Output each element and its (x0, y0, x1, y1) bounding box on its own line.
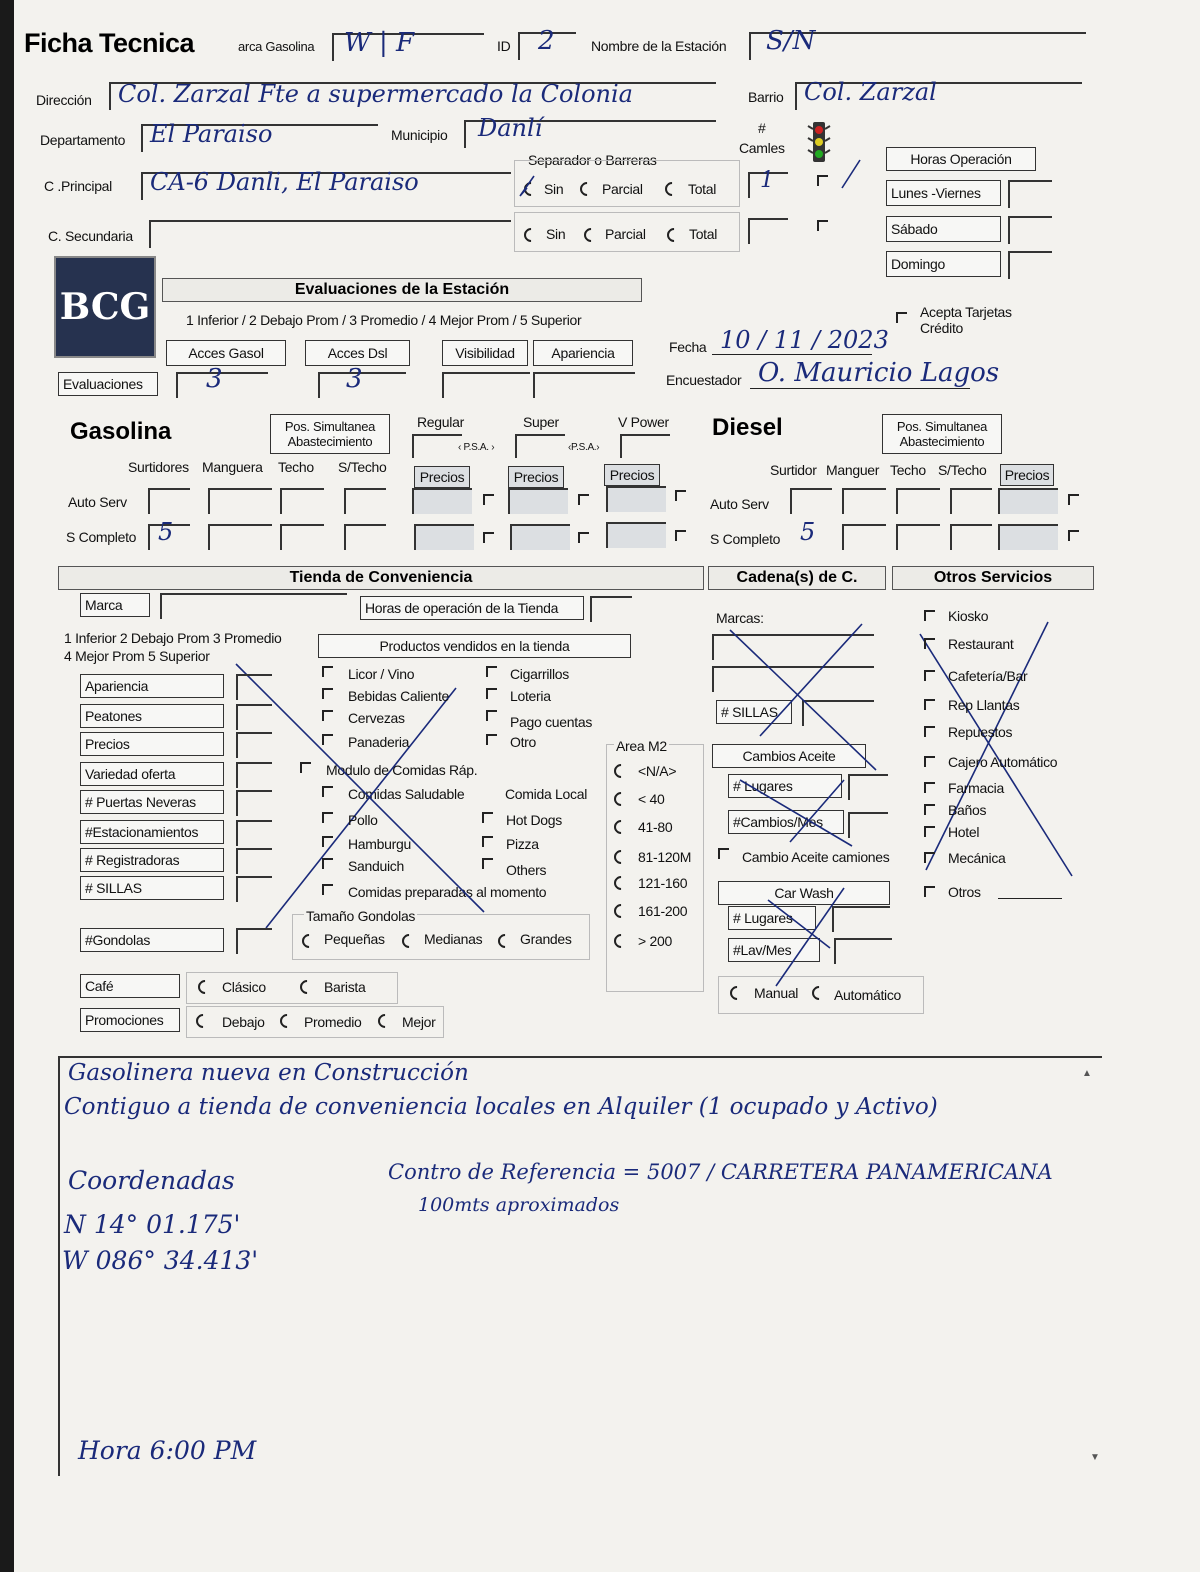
domingo-label: Domingo (886, 251, 1001, 277)
notes-top-border (58, 1056, 1102, 1058)
otros-label-ba-os: Baños (948, 802, 987, 818)
food-label-pizza: Pizza (506, 836, 539, 852)
promo-debajo-label: Debajo (222, 1014, 265, 1030)
tienda-row-label-precios: Precios (80, 732, 224, 756)
gas-sc-techo[interactable] (280, 524, 324, 550)
otros-checkbox-farmacia[interactable] (924, 782, 935, 793)
barrio-label: Barrio (748, 89, 784, 105)
tienda-row-field-estacionamientos[interactable] (236, 820, 272, 846)
tienda-header: Tienda de Conveniencia (58, 566, 704, 590)
fecha-value[interactable]: 10 / 11 / 2023 (720, 326, 889, 354)
tienda-row-field-peatones[interactable] (236, 704, 272, 730)
cw-manual-label: Manual (754, 985, 799, 1001)
psa-label-2: ‹P.S.A.› (568, 442, 600, 453)
techo-header: Techo (278, 459, 314, 475)
cadena-sillas-field[interactable] (802, 700, 874, 726)
evaluaciones-scale: 1 Inferior / 2 Debajo Prom / 3 Promedio / 4 Mejor Prom / 5 Superior (186, 312, 582, 328)
gas-auto-manguera[interactable] (208, 488, 272, 514)
tienda-scale-2: 4 Mejor Prom 5 Superior (64, 648, 210, 664)
notes-referencia-2: 100mts aproximados (418, 1194, 620, 1216)
direccion-value: Col. Zarzal Fte a supermercado la Colonia (118, 80, 633, 108)
camiles-field-2[interactable] (748, 218, 788, 244)
notes-scroll-up-icon[interactable]: ▲ (1082, 1068, 1092, 1079)
producto-label-loteria: Loteria (510, 688, 551, 704)
id-label: ID (497, 38, 511, 54)
nombre-estacion-label: Nombre de la Estación (591, 38, 727, 54)
id-value: 2 (538, 26, 555, 56)
diesel-precios-header: Precios (1000, 464, 1054, 486)
diesel-title: Diesel (712, 414, 783, 441)
diesel-auto-cb[interactable] (1068, 494, 1079, 505)
promociones-label: Promociones (80, 1008, 180, 1032)
gas-auto-precio-vpower[interactable] (606, 486, 666, 512)
tienda-row-field-precios[interactable] (236, 732, 272, 758)
tienda-row-label-peatones: Peatones (80, 704, 224, 728)
car-wash-header: Car Wash (718, 881, 890, 905)
gas-sc-cb-vpower[interactable] (675, 530, 686, 541)
cadena-marcas-field-1[interactable] (712, 634, 874, 660)
tienda-row-label-registradoras: # Registradoras (80, 848, 224, 872)
tienda-row-label-variedad-oferta: Variedad oferta (80, 762, 224, 786)
tamano-gondolas-label: Tamaño Gondolas (306, 908, 416, 924)
comidas-saludable-checkbox[interactable] (322, 786, 333, 797)
producto-label-cervezas: Cervezas (348, 710, 405, 726)
area-label-200: > 200 (638, 933, 672, 949)
camiles-label: Camles (739, 140, 785, 156)
camiles-hash: # (758, 120, 766, 136)
otros-label-farmacia: Farmacia (948, 780, 1004, 796)
traffic-light-icon (808, 122, 830, 166)
separador1-sin-label: Sin (544, 181, 564, 197)
notes-referencia: Contro de Referencia = 5007 / CARRETERA PANAMERICANA (388, 1160, 1053, 1184)
diesel-auto-serv-label: Auto Serv (710, 496, 769, 512)
ca-cambios-mes-label: #Cambios/Mes (728, 810, 844, 834)
cadena-header: Cadena(s) de C. (708, 566, 886, 590)
cw-lav-mes-field[interactable] (834, 938, 892, 964)
area-label-81-120m: 81-120M (638, 849, 692, 865)
lunes-viernes-field[interactable] (1008, 180, 1052, 208)
tienda-marca-label: Marca (80, 593, 150, 617)
fecha-underline (712, 354, 872, 355)
page-edge-shadow (0, 0, 14, 1572)
separador1-parcial-label: Parcial (602, 181, 643, 197)
otros-label-repuestos: Repuestos (948, 724, 1013, 740)
barrio-value: Col. Zarzal (804, 78, 937, 106)
tienda-row-label-gondolas: #Gondolas (80, 928, 224, 952)
gas-auto-cb-vpower[interactable] (675, 490, 686, 501)
diesel-auto-precio[interactable] (998, 488, 1058, 514)
diesel-sc-cb[interactable] (1068, 530, 1079, 541)
otros-checkbox-cafeter-a-bar[interactable] (924, 670, 935, 681)
tienda-scale-1: 1 Inferior 2 Debajo Prom 3 Promedio (64, 630, 282, 646)
comidas-preparadas-label: Comidas preparadas al momento (348, 884, 547, 900)
tienda-horas-field[interactable] (590, 596, 632, 622)
super-label: Super (523, 414, 559, 430)
marca-gasolina-label: arca Gasolina (238, 39, 315, 54)
comidas-preparadas-checkbox[interactable] (322, 884, 333, 895)
sabado-label: Sábado (886, 216, 1001, 242)
municipio-value: Danlí (478, 114, 543, 142)
evaluaciones-header: Evaluaciones de la Estación (162, 278, 642, 302)
gas-sc-precio-super[interactable] (510, 524, 570, 550)
tienda-row-label-estacionamientos: #Estacionamientos (80, 820, 224, 844)
acces-gasol-value: 3 (206, 364, 223, 394)
gas-auto-precio-super[interactable] (508, 488, 568, 514)
area-label-n-a: <N/A> (638, 763, 677, 779)
ca-lugares-label: # Lugares (728, 774, 842, 798)
comidas-saludable-label: Comidas Saludable (348, 786, 465, 802)
diesel-sc-techo[interactable] (896, 524, 940, 550)
gas-sc-manguera[interactable] (208, 524, 272, 550)
separador2-sin-label: Sin (546, 226, 566, 242)
encuestador-underline (750, 388, 970, 389)
otros-servicios-header: Otros Servicios (892, 566, 1094, 590)
cprincipal-label: C .Principal (44, 178, 112, 194)
cadena-sillas-label: # SILLAS (716, 700, 792, 724)
notes-coord-n: N 14° 01.175' (64, 1210, 241, 1239)
area-label-161-200: 161-200 (638, 903, 688, 919)
tienda-row-field-gondolas[interactable] (236, 928, 272, 954)
regular-field[interactable] (412, 434, 462, 458)
separador-label: Separador o Barreras (528, 152, 657, 168)
otros-label-mec-nica: Mecánica (948, 850, 1006, 866)
super-field[interactable] (515, 434, 565, 458)
promo-promedio-label: Promedio (304, 1014, 362, 1030)
acepta-tarjetas-checkbox[interactable] (896, 312, 907, 323)
camiles-checkbox-2[interactable] (817, 220, 828, 231)
producto-checkbox-licor-vino[interactable] (322, 666, 333, 677)
diesel-auto-stecho[interactable] (950, 488, 992, 514)
producto-checkbox-pago-cuentas[interactable] (486, 710, 497, 721)
diesel-auto-techo[interactable] (896, 488, 940, 514)
diesel-auto-manguer[interactable] (842, 488, 886, 514)
notes-line-1: Gasolinera nueva en Construcción (68, 1060, 469, 1086)
tienda-row-field-registradoras[interactable] (236, 848, 272, 874)
checkmark-camiles (842, 160, 860, 188)
gasolina-title: Gasolina (70, 418, 172, 445)
lunes-viernes-label: Lunes -Viernes (886, 180, 1001, 206)
food-label-sanduich: Sanduich (348, 858, 404, 874)
tamano-label-medianas: Medianas (424, 931, 483, 947)
otros-checkbox-cajero-autom-tico[interactable] (924, 756, 935, 767)
separador2-total-label: Total (689, 226, 718, 242)
horas-operacion-header: Horas Operación (886, 147, 1036, 171)
tamano-label-grandes: Grandes (520, 931, 572, 947)
gas-auto-precio-regular[interactable] (412, 488, 472, 514)
otros-label-kiosko: Kiosko (948, 608, 989, 624)
tienda-row-label-puertas-neveras: # Puertas Neveras (80, 790, 224, 814)
surtidores-header: Surtidores (128, 459, 189, 475)
manguera-header: Manguera (202, 459, 263, 475)
productos-header: Productos vendidos en la tienda (318, 634, 631, 658)
gas-s-completo-label: S Completo (66, 529, 137, 545)
area-m2-group (606, 744, 704, 992)
acces-dsl-header: Acces Dsl (305, 340, 410, 366)
visibilidad-field[interactable] (442, 372, 530, 398)
notes-hora: Hora 6:00 PM (78, 1436, 257, 1465)
otros-checkbox-kiosko[interactable] (924, 610, 935, 621)
food-checkbox-hot-dogs[interactable] (482, 812, 493, 823)
otros-label-rep-llantas: Rep Llantas (948, 697, 1020, 713)
gas-auto-surtidores[interactable] (148, 488, 190, 514)
precios-header-super: Precios (508, 466, 564, 488)
gas-auto-cb-regular[interactable] (483, 494, 494, 505)
otros-checkbox-otros[interactable] (924, 886, 935, 897)
precios-header-vpower: Precios (604, 464, 660, 486)
producto-checkbox-cigarrillos[interactable] (486, 666, 497, 677)
municipio-label: Municipio (391, 127, 448, 143)
tienda-row-field-apariencia[interactable] (236, 674, 272, 700)
area-m2-label: Area M2 (616, 738, 667, 754)
tienda-row-label-apariencia: Apariencia (80, 674, 224, 698)
camiles-value: 1 (760, 168, 774, 193)
tienda-row-field-sillas[interactable] (236, 876, 272, 902)
direccion-label: Dirección (36, 92, 92, 108)
food-checkbox-others[interactable] (482, 858, 493, 869)
cprincipal-value: CA-6 Danli, El Paraiso (150, 168, 419, 196)
producto-checkbox-cervezas[interactable] (322, 710, 333, 721)
cambio-camiones-checkbox[interactable] (718, 848, 729, 859)
otros-checkbox-mec-nica[interactable] (924, 852, 935, 863)
food-label-pollo: Pollo (348, 812, 378, 828)
encuestador-label: Encuestador (666, 372, 742, 388)
precios-header-regular: Precios (414, 466, 470, 488)
food-label-hot-dogs: Hot Dogs (506, 812, 562, 828)
gas-auto-stecho[interactable] (344, 488, 386, 514)
food-checkbox-pizza[interactable] (482, 836, 493, 847)
vpower-label: V Power (618, 414, 669, 430)
otros-checkbox-ba-os[interactable] (924, 804, 935, 815)
tienda-horas-label: Horas de operación de la Tienda (360, 596, 584, 620)
separador1-total-label: Total (688, 181, 717, 197)
otros-underline (998, 898, 1062, 899)
gas-sc-precio-vpower[interactable] (606, 522, 666, 548)
cafe-options-group (186, 972, 398, 1004)
otros-label-otros: Otros (948, 884, 981, 900)
diesel-stecho-header: S/Techo (938, 462, 987, 478)
notes-coord-w: W 086° 34.413' (62, 1246, 259, 1275)
acces-dsl-value: 3 (346, 364, 363, 394)
gas-sc-cb-super[interactable] (578, 532, 589, 543)
apariencia-field[interactable] (533, 372, 635, 398)
departamento-label: Departamento (40, 132, 126, 148)
apariencia-header: Apariencia (533, 340, 633, 366)
fecha-label: Fecha (669, 339, 707, 355)
otros-label-restaurant: Restaurant (948, 636, 1014, 652)
otros-label-cajero-autom-tico: Cajero Automático (948, 754, 1058, 770)
marca-gasolina-value: W | F (344, 28, 415, 58)
producto-checkbox-panaderia[interactable] (322, 734, 333, 745)
ca-cambios-mes-field[interactable] (848, 812, 888, 838)
gasolina-pos-simultanea: Pos. Simultanea Abastecimiento (270, 414, 390, 454)
cadena-marcas-field-2[interactable] (712, 666, 874, 692)
cambios-aceite-header: Cambios Aceite (712, 744, 866, 768)
evaluaciones-row-label: Evaluaciones (58, 372, 158, 396)
domingo-field[interactable] (1008, 251, 1052, 279)
otros-label-cafeter-a-bar: Cafetería/Bar (948, 668, 1028, 684)
producto-checkbox-otro[interactable] (486, 734, 497, 745)
encuestador-value[interactable]: O. Mauricio Lagos (758, 358, 1000, 388)
cambio-camiones-label: Cambio Aceite camiones (742, 849, 890, 865)
producto-checkbox-loteria[interactable] (486, 688, 497, 699)
tienda-row-field-variedad-oferta[interactable] (236, 762, 272, 788)
strike-otros-2 (926, 622, 1048, 870)
diesel-manguer-header: Manguer (826, 462, 880, 478)
area-label-41-80: 41-80 (638, 819, 673, 835)
tienda-row-field-puertas-neveras[interactable] (236, 790, 272, 816)
ca-lugares-field[interactable] (848, 774, 888, 800)
acepta-tarjetas-label: Acepta Tarjetas Crédito (920, 304, 1012, 336)
gas-sc-cb-regular[interactable] (483, 532, 494, 543)
otros-checkbox-restaurant[interactable] (924, 638, 935, 649)
tienda-row-label-sillas: # SILLAS (80, 876, 224, 900)
diesel-sc-manguer[interactable] (842, 524, 886, 550)
producto-label-otro: Otro (510, 734, 537, 750)
modulo-comidas-checkbox[interactable] (300, 762, 311, 773)
otros-checkbox-rep-llantas[interactable] (924, 699, 935, 710)
diesel-pos-simultanea: Pos. Simultanea Abastecimiento (882, 414, 1002, 454)
otros-checkbox-repuestos[interactable] (924, 726, 935, 737)
cafe-clasico-label: Clásico (222, 979, 266, 995)
producto-label-pago-cuentas: Pago cuentas (510, 714, 593, 730)
bcg-logo-text: BCG (59, 286, 151, 328)
food-checkbox-pollo[interactable] (322, 812, 333, 823)
cafe-label: Café (80, 974, 180, 998)
separador2-parcial-label: Parcial (605, 226, 646, 242)
diesel-sc-stecho[interactable] (950, 524, 992, 550)
diesel-techo-header: Techo (890, 462, 926, 478)
tamano-label-peque-as: Pequeñas (324, 931, 385, 947)
visibilidad-header: Visibilidad (442, 340, 528, 366)
cw-automatico-label: Automático (834, 987, 902, 1003)
producto-label-panaderia: Panaderia (348, 734, 410, 750)
promo-mejor-label: Mejor (402, 1014, 436, 1030)
cw-lugares-field[interactable] (832, 906, 890, 932)
vpower-field[interactable] (620, 434, 670, 458)
diesel-sc-surtidor-value: 5 (800, 518, 816, 546)
notes-scroll-down-icon[interactable]: ▼ (1090, 1452, 1100, 1463)
producto-label-licor-vino: Licor / Vino (348, 666, 415, 682)
diesel-s-completo-label: S Completo (710, 531, 781, 547)
camiles-checkbox-1[interactable] (817, 175, 828, 186)
producto-label-bebidas-caliente: Bebidas Caliente (348, 688, 450, 704)
food-label-hamburgu: Hamburgu (348, 836, 411, 852)
acces-gasol-header: Acces Gasol (166, 340, 286, 366)
form-title: Ficha Tecnica (24, 28, 195, 58)
notes-line-2: Contiguo a tienda de conveniencia locales en Alquiler (1 ocupado y Activo) (64, 1094, 938, 1120)
cafe-barista-label: Barista (324, 979, 366, 995)
stecho-header: S/Techo (338, 459, 387, 475)
bcg-logo (54, 256, 156, 358)
gas-sc-stecho[interactable] (344, 524, 386, 550)
gas-auto-serv-label: Auto Serv (68, 494, 127, 510)
gas-auto-cb-super[interactable] (578, 494, 589, 505)
comida-local-label: Comida Local (505, 786, 587, 802)
diesel-sc-precio[interactable] (998, 524, 1058, 550)
area-label-121-160: 121-160 (638, 875, 688, 891)
otros-checkbox-hotel[interactable] (924, 826, 935, 837)
cadena-marcas-label: Marcas: (716, 610, 764, 626)
gas-sc-surtidores-value: 5 (158, 518, 174, 546)
food-checkbox-sanduich[interactable] (322, 858, 333, 869)
modulo-comidas-label: Modulo de Comidas Ráp. (326, 762, 478, 778)
notes-coords-title: Coordenadas (68, 1166, 235, 1195)
psa-label-1: ‹ P.S.A. › (458, 442, 495, 453)
csecundaria-label: C. Secundaria (48, 228, 133, 244)
nombre-estacion-value: S/N (766, 26, 816, 56)
food-checkbox-hamburgu[interactable] (322, 836, 333, 847)
producto-checkbox-bebidas-caliente[interactable] (322, 688, 333, 699)
cw-lav-mes-label: #Lav/Mes (728, 938, 820, 962)
diesel-auto-surtidor[interactable] (790, 488, 832, 514)
gas-sc-precio-regular[interactable] (414, 524, 474, 550)
producto-label-cigarrillos: Cigarrillos (510, 666, 569, 682)
departamento-value: El Paraiso (150, 120, 273, 148)
area-label-40: < 40 (638, 791, 665, 807)
regular-label: Regular (417, 414, 464, 430)
sabado-field[interactable] (1008, 216, 1052, 244)
otros-label-hotel: Hotel (948, 824, 980, 840)
tienda-marca-field[interactable] (160, 593, 347, 619)
diesel-surtidor-header: Surtidor (770, 462, 817, 478)
food-label-others: Others (506, 862, 547, 878)
notes-left-border (58, 1056, 60, 1476)
csecundaria-field[interactable] (149, 220, 511, 248)
cw-lugares-label: # Lugares (728, 906, 816, 930)
gas-auto-techo[interactable] (280, 488, 324, 514)
